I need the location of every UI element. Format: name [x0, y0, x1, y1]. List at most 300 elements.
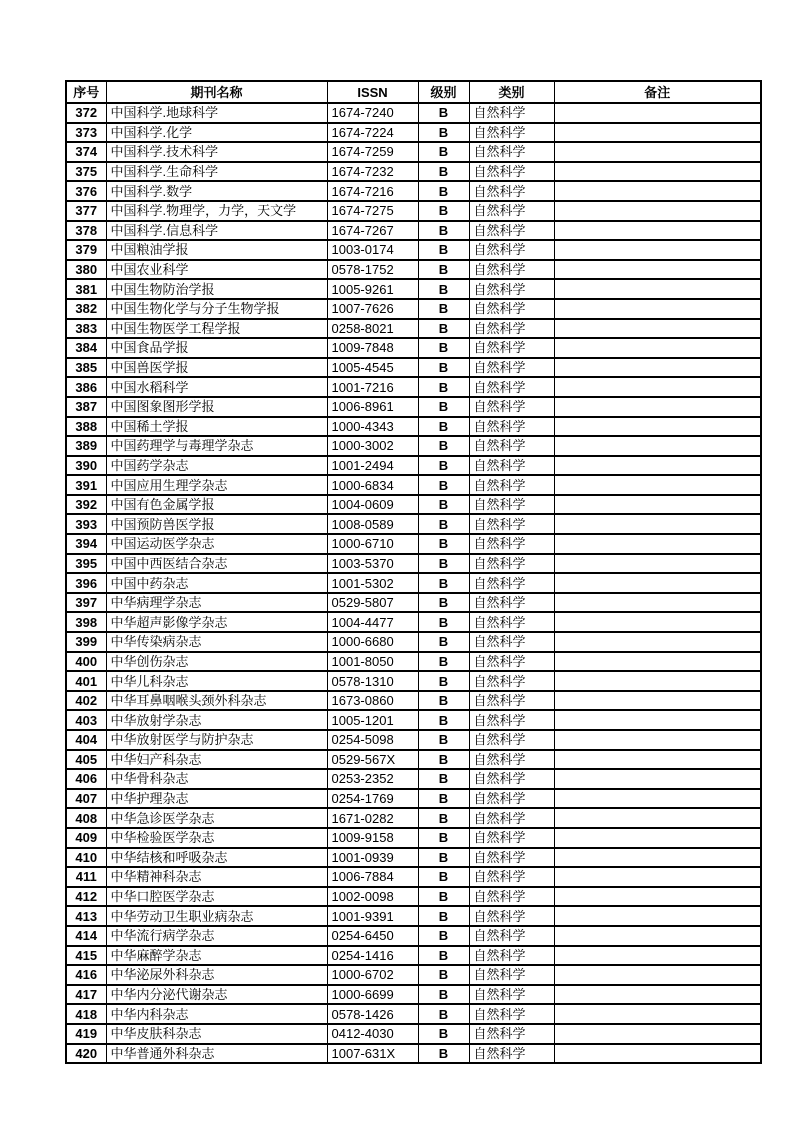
level-cell: B — [418, 710, 469, 730]
category-cell: 自然科学 — [469, 946, 554, 966]
table-row — [66, 123, 761, 143]
serial-cell: 415 — [66, 946, 106, 966]
category-cell: 自然科学 — [469, 750, 554, 770]
serial-cell: 388 — [66, 417, 106, 437]
table-row — [66, 808, 761, 828]
level-cell: B — [418, 652, 469, 672]
serial-cell: 379 — [66, 240, 106, 260]
category-cell: 自然科学 — [469, 828, 554, 848]
level-cell: B — [418, 554, 469, 574]
level-cell: B — [418, 1004, 469, 1024]
issn-cell: 1008-0589 — [327, 514, 418, 534]
category-cell: 自然科学 — [469, 456, 554, 476]
journal-name-cell: 中国科学.数学 — [106, 181, 327, 201]
category-cell: 自然科学 — [469, 926, 554, 946]
journal-name-cell: 中国中西医结合杂志 — [106, 554, 327, 574]
serial-cell: 395 — [66, 554, 106, 574]
remark-cell — [554, 612, 761, 632]
category-cell: 自然科学 — [469, 965, 554, 985]
level-cell: B — [418, 358, 469, 378]
remark-cell — [554, 710, 761, 730]
remark-cell — [554, 1044, 761, 1064]
issn-cell: 0254-1416 — [327, 946, 418, 966]
journal-name-cell: 中国应用生理学杂志 — [106, 475, 327, 495]
level-cell: B — [418, 750, 469, 770]
table-row — [66, 985, 761, 1005]
journal-name-cell: 中国生物防治学报 — [106, 279, 327, 299]
serial-cell: 418 — [66, 1004, 106, 1024]
issn-cell: 1674-7232 — [327, 162, 418, 182]
serial-cell: 398 — [66, 612, 106, 632]
table-row — [66, 534, 761, 554]
category-cell: 自然科学 — [469, 142, 554, 162]
level-cell: B — [418, 867, 469, 887]
issn-cell: 1006-7884 — [327, 867, 418, 887]
table-row — [66, 750, 761, 770]
level-cell: B — [418, 142, 469, 162]
issn-cell: 1001-5302 — [327, 573, 418, 593]
table-row — [66, 554, 761, 574]
level-cell: B — [418, 671, 469, 691]
remark-cell — [554, 514, 761, 534]
serial-cell: 413 — [66, 906, 106, 926]
table-row — [66, 417, 761, 437]
level-cell: B — [418, 201, 469, 221]
remark-cell — [554, 769, 761, 789]
remark-cell — [554, 162, 761, 182]
remark-cell — [554, 377, 761, 397]
table-row — [66, 1004, 761, 1024]
remark-cell — [554, 946, 761, 966]
level-cell: B — [418, 1024, 469, 1044]
journal-name-cell: 中国药学杂志 — [106, 456, 327, 476]
remark-cell — [554, 142, 761, 162]
category-cell: 自然科学 — [469, 417, 554, 437]
journal-name-cell: 中国中药杂志 — [106, 573, 327, 593]
issn-cell: 1005-9261 — [327, 279, 418, 299]
column-header-journal: 期刊名称 — [106, 81, 327, 103]
issn-cell: 1674-7275 — [327, 201, 418, 221]
table-row — [66, 632, 761, 652]
remark-cell — [554, 436, 761, 456]
journal-name-cell: 中国生物化学与分子生物学报 — [106, 299, 327, 319]
journal-name-cell: 中国科学.技术科学 — [106, 142, 327, 162]
serial-cell: 373 — [66, 123, 106, 143]
remark-cell — [554, 181, 761, 201]
category-cell: 自然科学 — [469, 514, 554, 534]
issn-cell: 1006-8961 — [327, 397, 418, 417]
category-cell: 自然科学 — [469, 181, 554, 201]
category-cell: 自然科学 — [469, 123, 554, 143]
journal-name-cell: 中国科学.地球科学 — [106, 103, 327, 123]
level-cell: B — [418, 103, 469, 123]
remark-cell — [554, 456, 761, 476]
serial-cell: 397 — [66, 593, 106, 613]
remark-cell — [554, 750, 761, 770]
issn-cell: 1002-0098 — [327, 887, 418, 907]
category-cell: 自然科学 — [469, 808, 554, 828]
table-row — [66, 946, 761, 966]
remark-cell — [554, 573, 761, 593]
level-cell: B — [418, 240, 469, 260]
level-cell: B — [418, 691, 469, 711]
journal-table-body — [66, 103, 761, 1063]
serial-cell: 384 — [66, 338, 106, 358]
category-cell: 自然科学 — [469, 201, 554, 221]
journal-name-cell: 中国食品学报 — [106, 338, 327, 358]
category-cell: 自然科学 — [469, 1004, 554, 1024]
issn-cell: 0254-1769 — [327, 789, 418, 809]
issn-cell: 0529-567X — [327, 750, 418, 770]
category-cell: 自然科学 — [469, 162, 554, 182]
table-row — [66, 142, 761, 162]
remark-cell — [554, 789, 761, 809]
serial-cell: 394 — [66, 534, 106, 554]
remark-cell — [554, 808, 761, 828]
serial-cell: 380 — [66, 260, 106, 280]
journal-name-cell: 中华放射医学与防护杂志 — [106, 730, 327, 750]
level-cell: B — [418, 887, 469, 907]
serial-cell: 387 — [66, 397, 106, 417]
category-cell: 自然科学 — [469, 848, 554, 868]
issn-cell: 1001-9391 — [327, 906, 418, 926]
column-header-serial: 序号 — [66, 81, 106, 103]
serial-cell: 412 — [66, 887, 106, 907]
journal-name-cell: 中华普通外科杂志 — [106, 1044, 327, 1064]
level-cell: B — [418, 397, 469, 417]
category-cell: 自然科学 — [469, 985, 554, 1005]
remark-cell — [554, 906, 761, 926]
journal-name-cell: 中国科学.化学 — [106, 123, 327, 143]
level-cell: B — [418, 946, 469, 966]
serial-cell: 378 — [66, 221, 106, 241]
journal-name-cell: 中国预防兽医学报 — [106, 514, 327, 534]
category-cell: 自然科学 — [469, 691, 554, 711]
level-cell: B — [418, 828, 469, 848]
level-cell: B — [418, 514, 469, 534]
level-cell: B — [418, 162, 469, 182]
issn-cell: 1001-2494 — [327, 456, 418, 476]
journal-name-cell: 中华口腔医学杂志 — [106, 887, 327, 907]
remark-cell — [554, 495, 761, 515]
level-cell: B — [418, 612, 469, 632]
issn-cell: 0258-8021 — [327, 319, 418, 339]
level-cell: B — [418, 456, 469, 476]
remark-cell — [554, 240, 761, 260]
journal-name-cell: 中国图象图形学报 — [106, 397, 327, 417]
serial-cell: 414 — [66, 926, 106, 946]
journal-name-cell: 中华儿科杂志 — [106, 671, 327, 691]
issn-cell: 1004-0609 — [327, 495, 418, 515]
serial-cell: 391 — [66, 475, 106, 495]
serial-cell: 377 — [66, 201, 106, 221]
table-row — [66, 730, 761, 750]
remark-cell — [554, 848, 761, 868]
level-cell: B — [418, 260, 469, 280]
issn-cell: 0578-1310 — [327, 671, 418, 691]
category-cell: 自然科学 — [469, 221, 554, 241]
table-row — [66, 710, 761, 730]
category-cell: 自然科学 — [469, 612, 554, 632]
table-row — [66, 573, 761, 593]
journal-name-cell: 中国有色金属学报 — [106, 495, 327, 515]
column-header-issn: ISSN — [327, 81, 418, 103]
remark-cell — [554, 221, 761, 241]
table-row — [66, 789, 761, 809]
issn-cell: 1001-8050 — [327, 652, 418, 672]
journal-name-cell: 中华妇产科杂志 — [106, 750, 327, 770]
level-cell: B — [418, 632, 469, 652]
journal-name-cell: 中国药理学与毒理学杂志 — [106, 436, 327, 456]
journal-name-cell: 中华创伤杂志 — [106, 652, 327, 672]
journal-table — [65, 80, 762, 1064]
level-cell: B — [418, 808, 469, 828]
column-header-level: 级别 — [418, 81, 469, 103]
journal-name-cell: 中国农业科学 — [106, 260, 327, 280]
serial-cell: 420 — [66, 1044, 106, 1064]
table-row — [66, 848, 761, 868]
serial-cell: 383 — [66, 319, 106, 339]
remark-cell — [554, 279, 761, 299]
issn-cell: 1000-6710 — [327, 534, 418, 554]
level-cell: B — [418, 789, 469, 809]
serial-cell: 381 — [66, 279, 106, 299]
serial-cell: 404 — [66, 730, 106, 750]
issn-cell: 1674-7216 — [327, 181, 418, 201]
level-cell: B — [418, 338, 469, 358]
category-cell: 自然科学 — [469, 554, 554, 574]
serial-cell: 393 — [66, 514, 106, 534]
issn-cell: 1000-6680 — [327, 632, 418, 652]
table-row — [66, 612, 761, 632]
category-cell: 自然科学 — [469, 710, 554, 730]
serial-cell: 400 — [66, 652, 106, 672]
issn-cell: 1003-5370 — [327, 554, 418, 574]
table-row — [66, 475, 761, 495]
table-row — [66, 593, 761, 613]
serial-cell: 416 — [66, 965, 106, 985]
serial-cell: 389 — [66, 436, 106, 456]
category-cell: 自然科学 — [469, 887, 554, 907]
serial-cell: 417 — [66, 985, 106, 1005]
level-cell: B — [418, 495, 469, 515]
category-cell: 自然科学 — [469, 338, 554, 358]
remark-cell — [554, 534, 761, 554]
level-cell: B — [418, 181, 469, 201]
table-row — [66, 828, 761, 848]
category-cell: 自然科学 — [469, 436, 554, 456]
journal-name-cell: 中华超声影像学杂志 — [106, 612, 327, 632]
table-row — [66, 377, 761, 397]
serial-cell: 406 — [66, 769, 106, 789]
issn-cell: 1000-4343 — [327, 417, 418, 437]
remark-cell — [554, 730, 761, 750]
serial-cell: 376 — [66, 181, 106, 201]
serial-cell: 409 — [66, 828, 106, 848]
serial-cell: 392 — [66, 495, 106, 515]
category-cell: 自然科学 — [469, 358, 554, 378]
level-cell: B — [418, 534, 469, 554]
serial-cell: 372 — [66, 103, 106, 123]
journal-name-cell: 中国运动医学杂志 — [106, 534, 327, 554]
table-row — [66, 514, 761, 534]
serial-cell: 396 — [66, 573, 106, 593]
issn-cell: 1000-6702 — [327, 965, 418, 985]
category-cell: 自然科学 — [469, 671, 554, 691]
issn-cell: 1000-3002 — [327, 436, 418, 456]
level-cell: B — [418, 848, 469, 868]
journal-name-cell: 中华精神科杂志 — [106, 867, 327, 887]
remark-cell — [554, 201, 761, 221]
category-cell: 自然科学 — [469, 240, 554, 260]
remark-cell — [554, 593, 761, 613]
category-cell: 自然科学 — [469, 495, 554, 515]
remark-cell — [554, 965, 761, 985]
table-row — [66, 201, 761, 221]
category-cell: 自然科学 — [469, 279, 554, 299]
table-row — [66, 495, 761, 515]
serial-cell: 402 — [66, 691, 106, 711]
serial-cell: 419 — [66, 1024, 106, 1044]
journal-name-cell: 中国科学.信息科学 — [106, 221, 327, 241]
issn-cell: 1674-7259 — [327, 142, 418, 162]
journal-name-cell: 中国水稻科学 — [106, 377, 327, 397]
table-row — [66, 965, 761, 985]
table-row — [66, 279, 761, 299]
category-cell: 自然科学 — [469, 319, 554, 339]
column-header-category: 类别 — [469, 81, 554, 103]
category-cell: 自然科学 — [469, 377, 554, 397]
level-cell: B — [418, 769, 469, 789]
level-cell: B — [418, 123, 469, 143]
issn-cell: 1001-7216 — [327, 377, 418, 397]
journal-name-cell: 中华内科杂志 — [106, 1004, 327, 1024]
journal-name-cell: 中国粮油学报 — [106, 240, 327, 260]
category-cell: 自然科学 — [469, 769, 554, 789]
remark-cell — [554, 652, 761, 672]
issn-cell: 1004-4477 — [327, 612, 418, 632]
table-row — [66, 671, 761, 691]
remark-cell — [554, 475, 761, 495]
remark-cell — [554, 260, 761, 280]
level-cell: B — [418, 319, 469, 339]
table-row — [66, 867, 761, 887]
level-cell: B — [418, 417, 469, 437]
level-cell: B — [418, 985, 469, 1005]
serial-cell: 375 — [66, 162, 106, 182]
table-row — [66, 358, 761, 378]
category-cell: 自然科学 — [469, 534, 554, 554]
issn-cell: 0253-2352 — [327, 769, 418, 789]
category-cell: 自然科学 — [469, 397, 554, 417]
remark-cell — [554, 691, 761, 711]
remark-cell — [554, 1004, 761, 1024]
journal-name-cell: 中华流行病学杂志 — [106, 926, 327, 946]
journal-name-cell: 中华护理杂志 — [106, 789, 327, 809]
journal-name-cell: 中华耳鼻咽喉头颈外科杂志 — [106, 691, 327, 711]
remark-cell — [554, 299, 761, 319]
remark-cell — [554, 985, 761, 1005]
serial-cell: 401 — [66, 671, 106, 691]
table-row — [66, 338, 761, 358]
category-cell: 自然科学 — [469, 1044, 554, 1064]
issn-cell: 1000-6834 — [327, 475, 418, 495]
issn-cell: 0412-4030 — [327, 1024, 418, 1044]
category-cell: 自然科学 — [469, 632, 554, 652]
level-cell: B — [418, 926, 469, 946]
serial-cell: 386 — [66, 377, 106, 397]
issn-cell: 1009-9158 — [327, 828, 418, 848]
category-cell: 自然科学 — [469, 299, 554, 319]
issn-cell: 1009-7848 — [327, 338, 418, 358]
journal-name-cell: 中华劳动卫生职业病杂志 — [106, 906, 327, 926]
table-row — [66, 1024, 761, 1044]
issn-cell: 1005-1201 — [327, 710, 418, 730]
serial-cell: 408 — [66, 808, 106, 828]
issn-cell: 1671-0282 — [327, 808, 418, 828]
serial-cell: 385 — [66, 358, 106, 378]
remark-cell — [554, 671, 761, 691]
remark-cell — [554, 123, 761, 143]
issn-cell: 1674-7240 — [327, 103, 418, 123]
table-row — [66, 181, 761, 201]
journal-name-cell: 中华传染病杂志 — [106, 632, 327, 652]
table-row — [66, 397, 761, 417]
issn-cell: 1005-4545 — [327, 358, 418, 378]
remark-cell — [554, 828, 761, 848]
category-cell: 自然科学 — [469, 730, 554, 750]
issn-cell: 1007-7626 — [327, 299, 418, 319]
serial-cell: 399 — [66, 632, 106, 652]
category-cell: 自然科学 — [469, 789, 554, 809]
level-cell: B — [418, 1044, 469, 1064]
level-cell: B — [418, 965, 469, 985]
remark-cell — [554, 926, 761, 946]
serial-cell: 405 — [66, 750, 106, 770]
category-cell: 自然科学 — [469, 652, 554, 672]
issn-cell: 1000-6699 — [327, 985, 418, 1005]
remark-cell — [554, 554, 761, 574]
table-row — [66, 260, 761, 280]
table-row — [66, 319, 761, 339]
journal-name-cell: 中国科学.物理学，力学，天文学 — [106, 201, 327, 221]
issn-cell: 0578-1752 — [327, 260, 418, 280]
level-cell: B — [418, 436, 469, 456]
issn-cell: 1673-0860 — [327, 691, 418, 711]
table-row — [66, 652, 761, 672]
category-cell: 自然科学 — [469, 906, 554, 926]
journal-name-cell: 中华麻醉学杂志 — [106, 946, 327, 966]
issn-cell: 0254-5098 — [327, 730, 418, 750]
level-cell: B — [418, 730, 469, 750]
issn-cell: 1674-7267 — [327, 221, 418, 241]
remark-cell — [554, 632, 761, 652]
journal-name-cell: 中华放射学杂志 — [106, 710, 327, 730]
journal-name-cell: 中华骨科杂志 — [106, 769, 327, 789]
category-cell: 自然科学 — [469, 867, 554, 887]
issn-cell: 1674-7224 — [327, 123, 418, 143]
table-row — [66, 436, 761, 456]
serial-cell: 390 — [66, 456, 106, 476]
remark-cell — [554, 1024, 761, 1044]
serial-cell: 411 — [66, 867, 106, 887]
table-header-row — [66, 81, 761, 103]
journal-name-cell: 中国科学.生命科学 — [106, 162, 327, 182]
serial-cell: 403 — [66, 710, 106, 730]
level-cell: B — [418, 377, 469, 397]
table-row — [66, 769, 761, 789]
issn-cell: 0529-5807 — [327, 593, 418, 613]
